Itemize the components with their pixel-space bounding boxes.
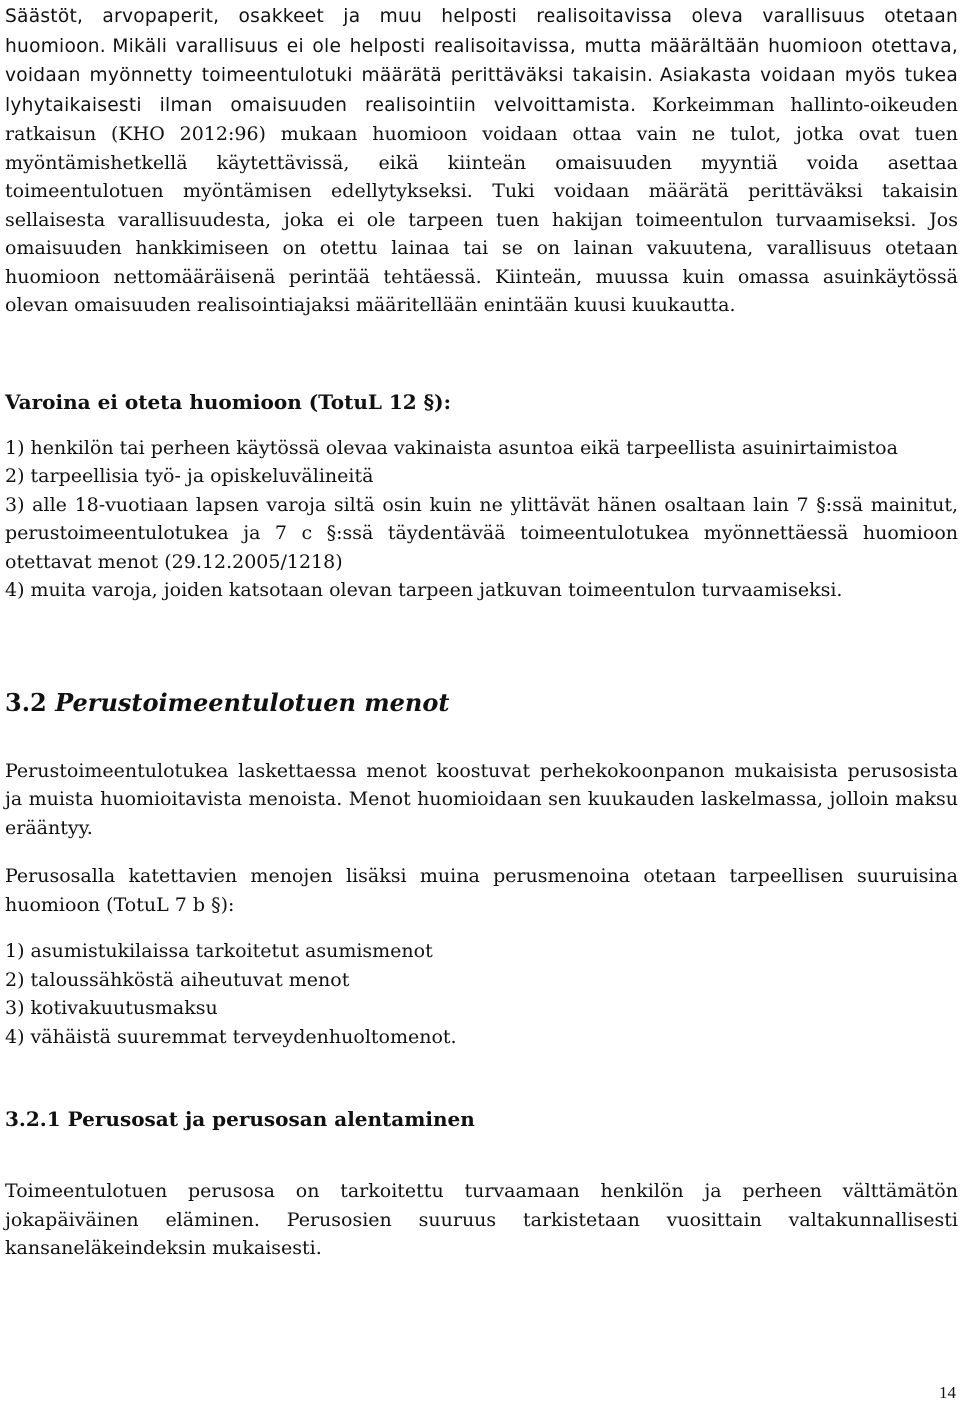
section-3-2-1-heading: 3.2.1 Perusosat ja perusosan alentaminen xyxy=(5,1107,475,1131)
basic-expenses-item-4: 4) vähäistä suuremmat terveydenhuoltomenot. xyxy=(5,1025,457,1048)
exclusions-item-2: 2) tarpeellisia työ- ja opiskeluvälineitä xyxy=(5,465,374,487)
exclusions-item-4: 4) muita varoja, joiden katsotaan olevan tarpeen jatkuvan toimeentulon turvaamiseksi. xyxy=(5,579,843,601)
assets-sentence-6: Jos omaisuuden hankkimiseen on otettu lainaa tai se on lainan vakuutena, varallisuus otetaan huomioon nettomääräisenä perintää tehtäessä. xyxy=(5,208,958,288)
assets-sentence-5: Tuki voidaan määrätä perittäväksi takaisin sellaisesta varallisuudesta, joka ei ole tarpeen tuen hakijan toimeentulon turvaamiseksi. xyxy=(5,180,958,231)
assets-sentence-3: Asiakasta voidaan myös tukea lyhytaikaisesti ilman omaisuuden realisointiin velvoittamista. xyxy=(5,65,958,116)
assets-sentence-7: Kiinteän, muussa kuin omassa asuinkäytössä olevan omaisuuden realisointiajaksi määritellään enintään kuusi kuukautta. xyxy=(5,265,959,316)
basic-expenses-item-2: 2) taloussähköstä aiheutuvat menot xyxy=(5,968,350,991)
page-number: 14 xyxy=(939,1383,956,1402)
section-3-2-1-paragraph: Toimeentulotuen perusosa on tarkoitettu turvaamaan henkilön ja perheen välttämätön jokapäiväinen eläminen. Perusosien suuruus tarkistetaan vuosittain valtakunnallisesti kansaneläkeindeksin mukaisesti. xyxy=(5,1180,958,1259)
section-3-2-title: Perustoimeentulotuen menot xyxy=(55,687,450,717)
basic-expenses-item-1: 1) asumistukilaissa tarkoitetut asumismenot xyxy=(5,940,433,962)
document-page xyxy=(5,0,958,1263)
exclusions-heading: Varoina ei oteta huomioon (TotuL 12 §): xyxy=(5,389,451,414)
section-3-2-paragraph-2: Perusosalla katettavien menojen lisäksi muina perusmenoina otetaan tarpeellisen suuruisina huomioon (TotuL 7 b §): xyxy=(5,865,958,916)
section-3-2-paragraph-1: Perustoimeentulotukea laskettaessa menot koostuvat perhekokoonpanon mukaisista perusosista ja muista huomioitavista menoista. Menot huomioidaan sen kuukauden laskelmassa, jolloin maksu erääntyy. xyxy=(5,759,958,839)
assets-sentence-4: Korkeimman hallinto-oikeuden ratkaisun (KHO 2012:96) mukaan huomioon voidaan ottaa vain ne tulot, jotka ovat tuen myöntämishetkellä käytettävissä, eikä kiinteän omaisuuden myyntiä voida asettaa toimeentulotuen myöntämisen edellytykseksi. xyxy=(5,93,959,202)
basic-expenses-list xyxy=(5,937,958,1051)
assets-paragraph xyxy=(5,2,958,320)
exclusions-item-1: 1) henkilön tai perheen käytössä olevaa vakinaista asuntoa eikä tarpeellista asuinirtaimistoa xyxy=(5,436,898,459)
section-3-2-heading xyxy=(5,687,958,719)
basic-expenses-item-3: 3) kotivakuutusmaksu xyxy=(5,997,218,1019)
exclusions-list xyxy=(5,434,958,605)
assets-sentence-2: Mikäli varallisuus ei ole helposti realisoitavissa, mutta määrältään huomioon otettava, voidaan myönnetty toimeentulotuki määrätä perittäväksi takaisin. xyxy=(5,35,958,86)
exclusions-item-3: 3) alle 18-vuotiaan lapsen varoja siltä osin kuin ne ylittävät hänen osaltaan lain 7 §:ssä mainitut, perustoimeentulotukea ja 7 c §:ssä täydentävää toimeentulotukea myönnettäessä huomioon otettavat menot (29.12.2005/1218) xyxy=(5,493,958,573)
section-3-2-number: 3.2 xyxy=(5,687,47,717)
assets-sentence-1: Säästöt, arvopaperit, osakkeet ja muu helposti realisoitavissa oleva varallisuus otetaan huomioon. xyxy=(5,6,958,57)
